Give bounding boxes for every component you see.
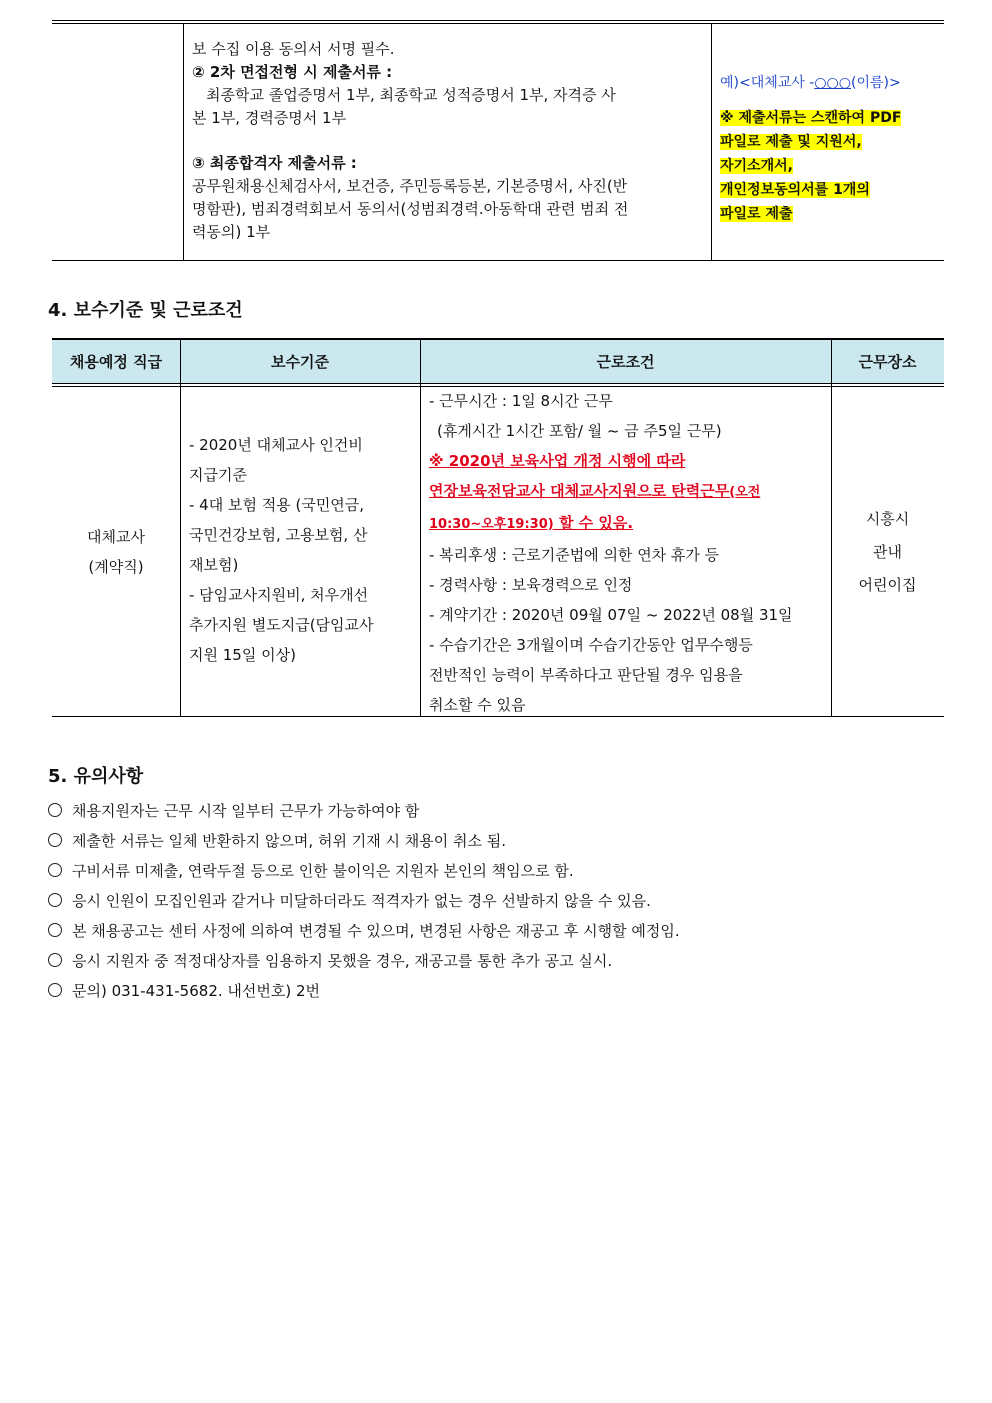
list-item: 응시 인원이 모집인원과 같거나 미달하더라도 적격자가 없는 경우 선발하지 않을 수 있음. xyxy=(48,885,948,915)
filename-example: 예)<대체교사 -○○○(이름)> xyxy=(720,75,901,91)
condition-line: - 근무시간 : 1일 8시간 근무 xyxy=(429,392,613,410)
pay-line: 지원 15일 이상) xyxy=(189,646,296,664)
pay-line: 국민건강보험, 고용보험, 산 xyxy=(189,526,368,544)
circle-bullet-icon xyxy=(48,923,62,937)
list-item: 채용지원자는 근무 시작 일부터 근무가 가능하여야 함 xyxy=(48,795,948,825)
notice-line: 개인정보동의서를 1개의 xyxy=(720,182,870,198)
highlighted-notice xyxy=(720,106,940,226)
section-4-title: 4. 보수기준 및 근로조건 xyxy=(48,300,243,321)
place-cell xyxy=(831,503,944,602)
conditions-cell xyxy=(429,386,826,720)
place-line: 어린이집 xyxy=(858,576,917,594)
list-item: 문의) 031-431-5682. 내선번호) 2번 xyxy=(48,975,948,1005)
condition-line: - 수습기간은 3개월이며 수습기간동안 업무수행등 xyxy=(429,636,753,654)
doc-heading-final: ③ 최종합격자 제출서류 : xyxy=(192,154,357,172)
submission-documents-table xyxy=(52,20,944,261)
pay-line: - 담임교사지원비, 처우개선 xyxy=(189,586,369,604)
list-item: 응시 지원자 중 적정대상자를 임용하지 못했을 경우, 재공고를 통한 추가 공고 실시. xyxy=(48,945,948,975)
pay-cell xyxy=(189,430,413,670)
list-item: 본 채용공고는 센터 사정에 의하여 변경될 수 있으며, 변경된 사항은 재공고 후 시행할 예정임. xyxy=(48,915,948,945)
notice-list xyxy=(48,795,948,1005)
condition-line: - 복리후생 : 근로기준법에 의한 연차 휴가 등 xyxy=(429,546,720,564)
header-place: 근무장소 xyxy=(858,352,917,371)
circle-bullet-icon xyxy=(48,983,62,997)
pay-line: 재보험) xyxy=(189,556,239,574)
pay-line: 추가지원 별도지급(담임교사 xyxy=(189,616,374,634)
documents-cell xyxy=(192,38,704,244)
doc-line: 보 수집 이용 동의서 서명 필수. xyxy=(192,40,395,58)
condition-line: - 계약기간 : 2020년 09월 07일 ~ 2022년 08월 31일 xyxy=(429,606,793,624)
pay-conditions-table xyxy=(52,338,944,717)
notice-line: 자기소개서, xyxy=(720,158,793,174)
flex-work-notice: 10:30~오후19:30) 할 수 있음. xyxy=(429,514,634,532)
list-item: 제출한 서류는 일체 반환하지 않으며, 허위 기재 시 채용이 취소 됨. xyxy=(48,825,948,855)
notice-line: 파일로 제출 및 지원서, xyxy=(720,134,862,150)
circle-bullet-icon xyxy=(48,863,62,877)
pay-line: - 2020년 대체교사 인건비 xyxy=(189,436,363,454)
list-item: 구비서류 미제출, 연락두절 등으로 인한 불이익은 지원자 본인의 책임으로 함. xyxy=(48,855,948,885)
place-line: 시흥시 xyxy=(865,510,910,528)
doc-heading-interview: ② 2차 면접전형 시 제출서류 : xyxy=(192,63,393,81)
header-conditions: 근로조건 xyxy=(596,352,655,371)
doc-line: 력동의) 1부 xyxy=(192,223,271,241)
doc-line: 공무원채용신체검사서, 보건증, 주민등록등본, 기본증명서, 사진(반 xyxy=(192,177,628,195)
condition-line: - 경력사항 : 보육경력으로 인정 xyxy=(429,576,633,594)
doc-line: 최종학교 졸업증명서 1부, 최종학교 성적증명서 1부, 자격증 사 xyxy=(206,86,616,104)
position-title: 대체교사 xyxy=(87,528,145,546)
header-pay: 보수기준 xyxy=(271,352,329,371)
doc-line: 명함판), 범죄경력회보서 동의서(성범죄경력.아동학대 관련 범죄 전 xyxy=(192,200,629,218)
flex-work-notice: ※ 2020년 보육사업 개정 시행에 따라 xyxy=(429,452,686,470)
filename-note-cell xyxy=(720,72,940,226)
column-divider xyxy=(711,24,712,261)
flex-work-notice: 연장보육전담교사 대체교사지원으로 탄력근무(오전 xyxy=(429,482,761,500)
condition-line: (휴게시간 1시간 포함/ 월 ~ 금 주5일 근무) xyxy=(437,422,722,440)
circle-bullet-icon xyxy=(48,953,62,967)
doc-line: 본 1부, 경력증명서 1부 xyxy=(192,109,347,127)
pay-line: 지급기준 xyxy=(189,466,247,484)
pay-line: - 4대 보험 적용 (국민연금, xyxy=(189,496,365,514)
section-5-title: 5. 유의사항 xyxy=(48,766,144,787)
position-type: (계약직) xyxy=(88,558,144,576)
table-bottom-border xyxy=(52,260,944,261)
column-divider xyxy=(183,24,184,261)
notice-line: ※ 제출서류는 스캔하여 PDF xyxy=(720,110,902,126)
header-position: 채용예정 직급 xyxy=(69,352,163,371)
notice-line: 파일로 제출 xyxy=(720,206,793,222)
table-top-border xyxy=(52,20,944,24)
circle-bullet-icon xyxy=(48,833,62,847)
position-cell xyxy=(52,522,180,582)
circle-bullet-icon xyxy=(48,803,62,817)
condition-line: 전반적인 능력이 부족하다고 판단될 경우 임용을 xyxy=(429,666,743,684)
place-line: 관내 xyxy=(873,543,902,561)
circle-bullet-icon xyxy=(48,893,62,907)
condition-line: 취소할 수 있음 xyxy=(429,696,526,714)
